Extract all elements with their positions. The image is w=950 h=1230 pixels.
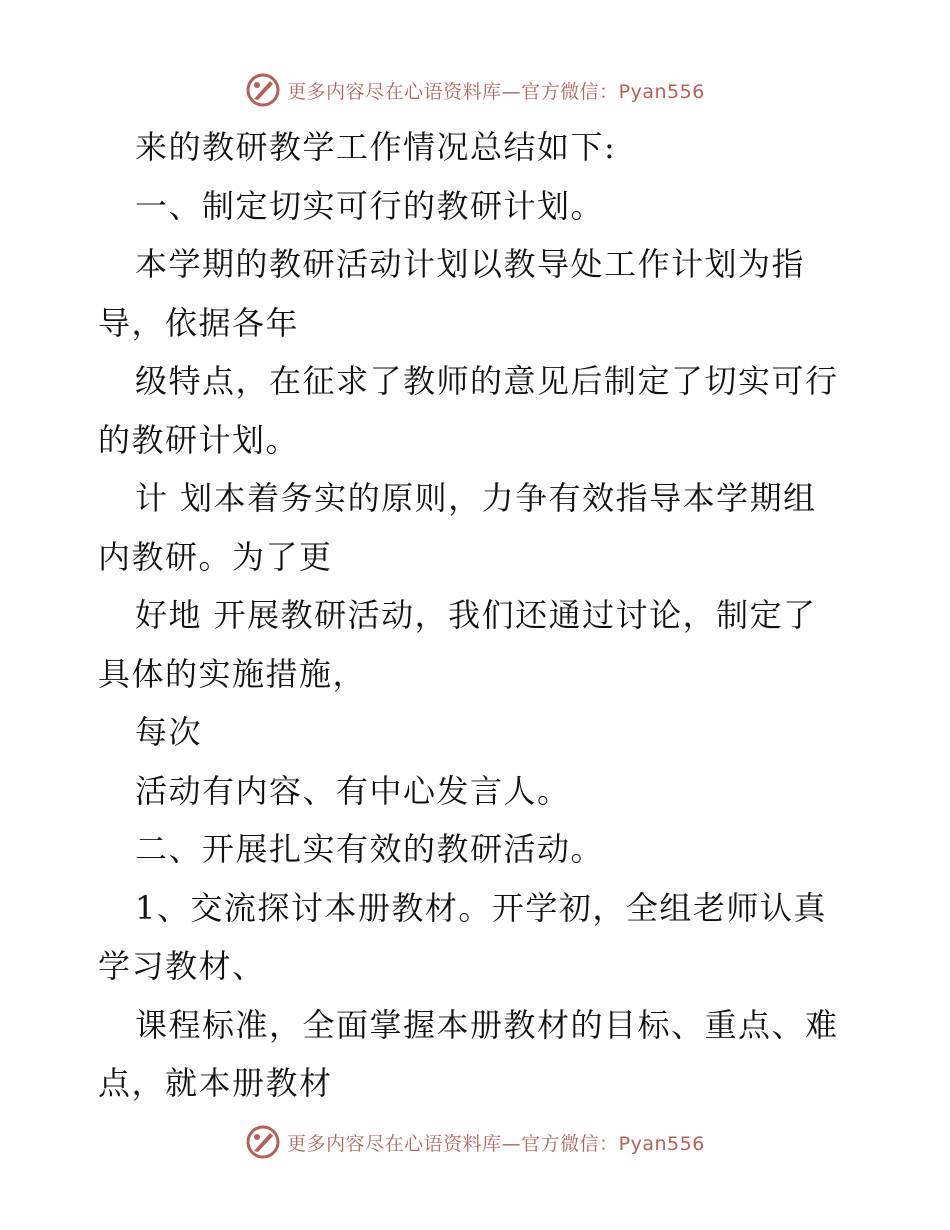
footer-banner: [0, 1120, 950, 1164]
text-line: 导，依据各年: [98, 303, 300, 342]
text-line: 具体的实施措施，: [98, 654, 367, 693]
text-line: 的教研计划。: [98, 420, 300, 459]
text-line: 点，就本册教材: [98, 1064, 333, 1102]
text-line: 活动有内容、有中心发言人。: [135, 771, 571, 810]
text-line: 课程标准，全面掌握本册教材的目标、重点、难: [135, 1005, 839, 1044]
quill-seal-icon: [245, 72, 281, 108]
text-line: 计 划本着务实的原则，力争有效指导本学期组: [135, 479, 817, 517]
document-body: [98, 118, 878, 1113]
text-line: 二、开展扎实有效的教研活动。: [135, 830, 605, 868]
quill-seal-icon: [245, 1124, 281, 1160]
text-line: 本学期的教研活动计划以教导处工作计划为指: [135, 245, 806, 283]
text-line: 级特点，在征求了教师的意见后制定了切实可行: [135, 362, 839, 400]
text-line: 每次: [135, 713, 203, 751]
text-line: 学习教材、: [98, 947, 266, 985]
text-line: 一、制定切实可行的教研计划。: [135, 186, 605, 225]
text-line: 来的教研教学工作情况总结如下:: [135, 128, 617, 166]
footer-banner-text: 更多内容尽在心语资料库—官方微信：Pyan556: [287, 1132, 705, 1155]
text-line: 1、交流探讨本册教材。开学初，全组老师认真: [135, 888, 827, 927]
text-line: 内教研。为了更: [98, 537, 333, 576]
header-banner: [0, 68, 950, 112]
header-banner-text: 更多内容尽在心语资料库—官方微信：Pyan556: [287, 80, 705, 103]
text-line: 好地 开展教研活动，我们还通过讨论，制定了: [135, 596, 817, 634]
